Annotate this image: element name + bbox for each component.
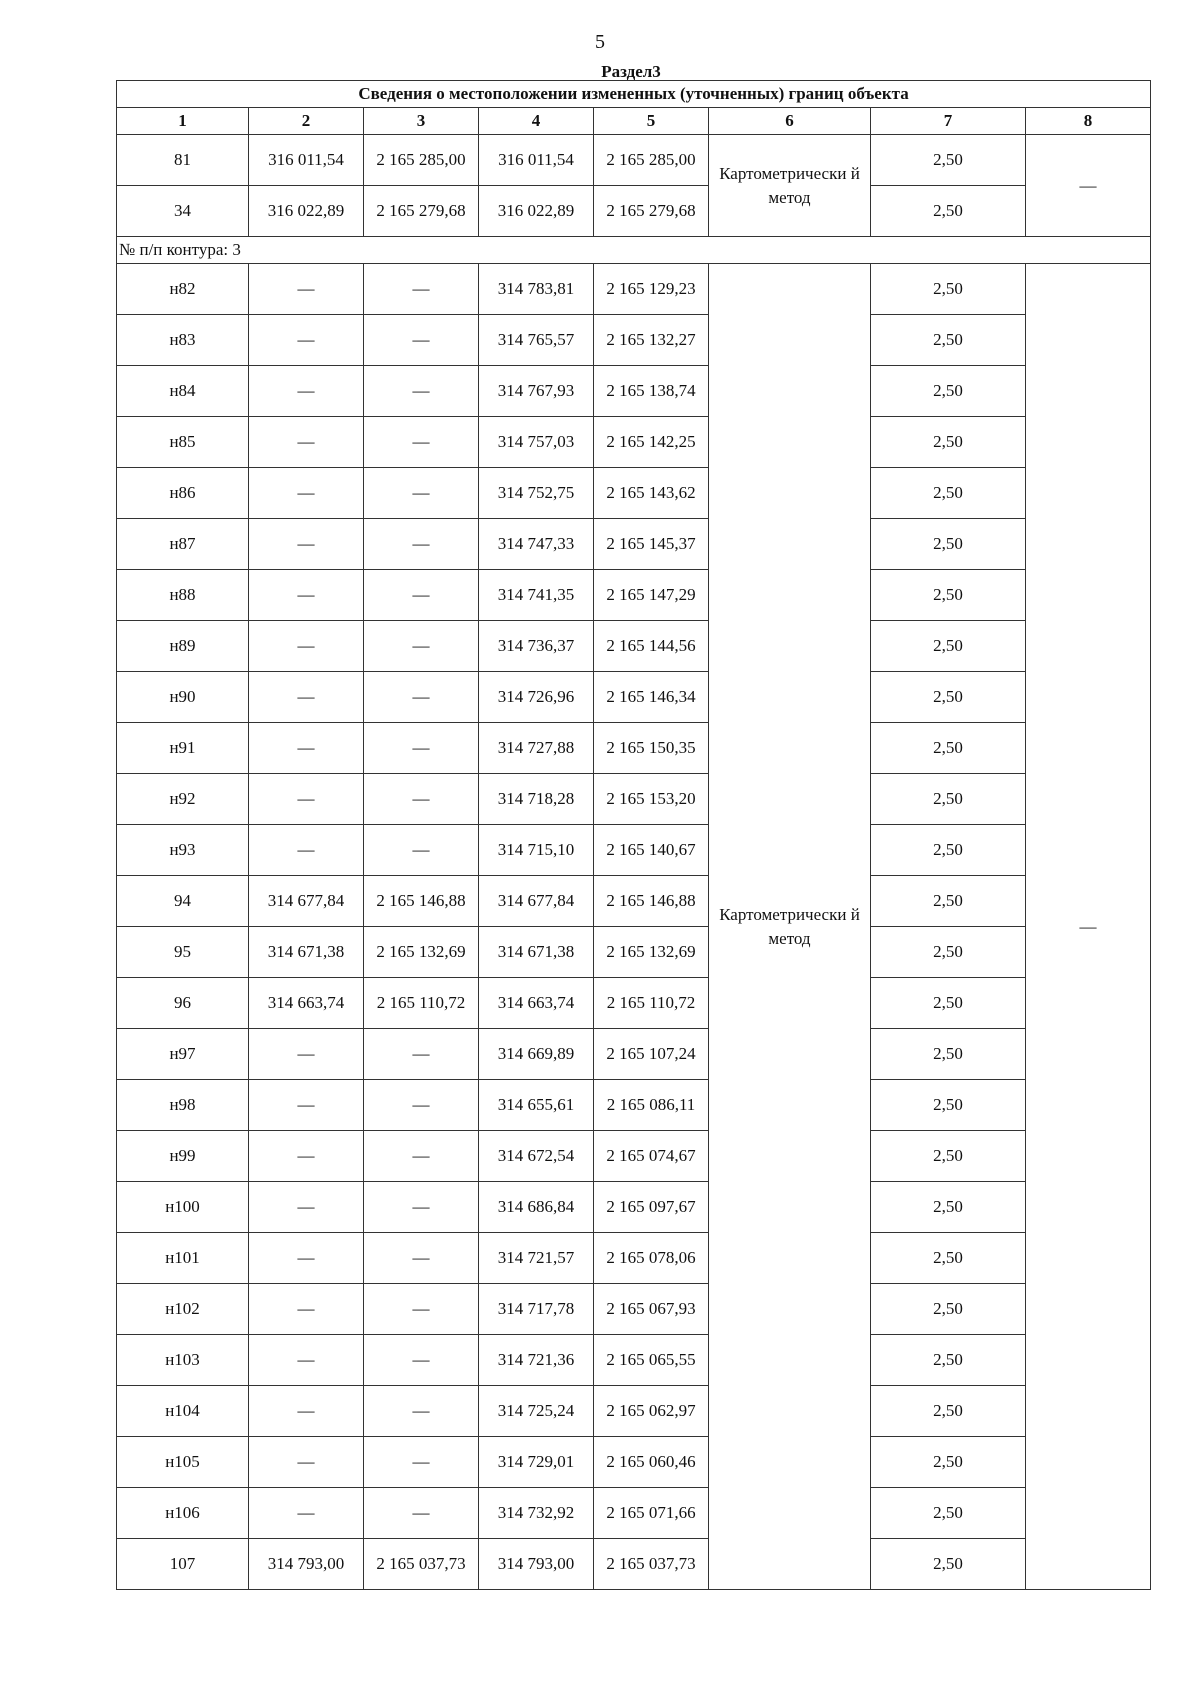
y-existing-cell: — — [364, 672, 479, 723]
table-row — [117, 1233, 1151, 1284]
x-refined-cell: 316 011,54 — [479, 135, 594, 186]
point-number-cell: н92 — [117, 774, 249, 825]
y-existing-cell: — — [364, 366, 479, 417]
y-refined-cell: 2 165 110,72 — [594, 978, 709, 1029]
y-existing-cell: 2 165 285,00 — [364, 135, 479, 186]
column-number: 7 — [871, 108, 1026, 135]
y-existing-cell: — — [364, 621, 479, 672]
table-row — [117, 1284, 1151, 1335]
x-existing-cell: — — [249, 264, 364, 315]
x-refined-cell: 314 726,96 — [479, 672, 594, 723]
x-refined-cell: 314 767,93 — [479, 366, 594, 417]
table-row — [117, 672, 1151, 723]
table-row — [117, 978, 1151, 1029]
point-number-cell: н87 — [117, 519, 249, 570]
accuracy-cell: 2,50 — [871, 135, 1026, 186]
x-refined-cell: 314 725,24 — [479, 1386, 594, 1437]
y-refined-cell: 2 165 140,67 — [594, 825, 709, 876]
x-refined-cell: 314 721,36 — [479, 1335, 594, 1386]
x-existing-cell: — — [249, 1488, 364, 1539]
table-body — [117, 135, 1151, 1590]
section-title: Раздел3 — [601, 62, 661, 81]
accuracy-cell: 2,50 — [871, 723, 1026, 774]
x-existing-cell: — — [249, 519, 364, 570]
x-existing-cell: 314 663,74 — [249, 978, 364, 1029]
x-refined-cell: 314 765,57 — [479, 315, 594, 366]
x-refined-cell: 316 022,89 — [479, 186, 594, 237]
y-existing-cell: 2 165 110,72 — [364, 978, 479, 1029]
accuracy-cell: 2,50 — [871, 366, 1026, 417]
table-row — [117, 876, 1151, 927]
point-number-cell: 95 — [117, 927, 249, 978]
y-refined-cell: 2 165 146,34 — [594, 672, 709, 723]
table-row — [117, 417, 1151, 468]
x-refined-cell: 314 717,78 — [479, 1284, 594, 1335]
x-existing-cell: — — [249, 1131, 364, 1182]
table-row — [117, 1335, 1151, 1386]
point-number-cell: 81 — [117, 135, 249, 186]
y-existing-cell: 2 165 037,73 — [364, 1539, 479, 1590]
method-cell: Картометрически й метод — [709, 135, 871, 237]
x-refined-cell: 314 757,03 — [479, 417, 594, 468]
accuracy-cell: 2,50 — [871, 876, 1026, 927]
x-existing-cell: — — [249, 468, 364, 519]
point-number-cell: н105 — [117, 1437, 249, 1488]
contour-label: № п/п контура: 3 — [117, 237, 1151, 264]
y-existing-cell: 2 165 146,88 — [364, 876, 479, 927]
accuracy-cell: 2,50 — [871, 1386, 1026, 1437]
x-existing-cell: 314 793,00 — [249, 1539, 364, 1590]
x-existing-cell: — — [249, 315, 364, 366]
x-refined-cell: 314 663,74 — [479, 978, 594, 1029]
y-refined-cell: 2 165 153,20 — [594, 774, 709, 825]
x-refined-cell: 314 783,81 — [479, 264, 594, 315]
x-existing-cell: — — [249, 570, 364, 621]
accuracy-cell: 2,50 — [871, 1182, 1026, 1233]
y-refined-cell: 2 165 097,67 — [594, 1182, 709, 1233]
table-row — [117, 825, 1151, 876]
x-refined-cell: 314 715,10 — [479, 825, 594, 876]
accuracy-cell: 2,50 — [871, 315, 1026, 366]
table-row — [117, 186, 1151, 237]
point-number-cell: н90 — [117, 672, 249, 723]
y-existing-cell: — — [364, 417, 479, 468]
table-row — [117, 1437, 1151, 1488]
y-existing-cell: — — [364, 774, 479, 825]
x-refined-cell: 314 718,28 — [479, 774, 594, 825]
x-existing-cell: — — [249, 621, 364, 672]
table-row — [117, 1182, 1151, 1233]
y-refined-cell: 2 165 132,69 — [594, 927, 709, 978]
y-refined-cell: 2 165 147,29 — [594, 570, 709, 621]
accuracy-cell: 2,50 — [871, 1437, 1026, 1488]
point-number-cell: н100 — [117, 1182, 249, 1233]
y-refined-cell: 2 165 129,23 — [594, 264, 709, 315]
point-number-cell: н85 — [117, 417, 249, 468]
table-row — [117, 135, 1151, 186]
y-existing-cell: — — [364, 825, 479, 876]
table-row — [117, 723, 1151, 774]
x-existing-cell: — — [249, 417, 364, 468]
table-row — [117, 1080, 1151, 1131]
column-number: 1 — [117, 108, 249, 135]
x-refined-cell: 314 671,38 — [479, 927, 594, 978]
y-existing-cell: — — [364, 1182, 479, 1233]
x-refined-cell: 314 741,35 — [479, 570, 594, 621]
x-existing-cell: — — [249, 1233, 364, 1284]
x-refined-cell: 314 727,88 — [479, 723, 594, 774]
y-refined-cell: 2 165 279,68 — [594, 186, 709, 237]
y-refined-cell: 2 165 144,56 — [594, 621, 709, 672]
y-existing-cell: — — [364, 1488, 479, 1539]
point-number-cell: н104 — [117, 1386, 249, 1437]
x-existing-cell: — — [249, 1284, 364, 1335]
y-existing-cell: — — [364, 1233, 479, 1284]
x-existing-cell: — — [249, 774, 364, 825]
y-refined-cell: 2 165 138,74 — [594, 366, 709, 417]
accuracy-cell: 2,50 — [871, 1539, 1026, 1590]
y-existing-cell: 2 165 279,68 — [364, 186, 479, 237]
boundary-coordinates-table — [116, 80, 1151, 1590]
point-number-cell: н106 — [117, 1488, 249, 1539]
y-existing-cell: — — [364, 315, 479, 366]
accuracy-cell: 2,50 — [871, 1335, 1026, 1386]
y-refined-cell: 2 165 086,11 — [594, 1080, 709, 1131]
point-number-cell: н84 — [117, 366, 249, 417]
accuracy-cell: 2,50 — [871, 468, 1026, 519]
table-row — [117, 927, 1151, 978]
point-number-cell: н91 — [117, 723, 249, 774]
y-existing-cell: — — [364, 1131, 479, 1182]
y-existing-cell: — — [364, 1284, 479, 1335]
x-existing-cell: — — [249, 723, 364, 774]
x-refined-cell: 314 793,00 — [479, 1539, 594, 1590]
x-refined-cell: 314 655,61 — [479, 1080, 594, 1131]
y-refined-cell: 2 165 107,24 — [594, 1029, 709, 1080]
accuracy-cell: 2,50 — [871, 927, 1026, 978]
table-row — [117, 264, 1151, 315]
accuracy-cell: 2,50 — [871, 672, 1026, 723]
table-row — [117, 519, 1151, 570]
table-row — [117, 774, 1151, 825]
table-row — [117, 1386, 1151, 1437]
column-number: 2 — [249, 108, 364, 135]
x-refined-cell: 314 729,01 — [479, 1437, 594, 1488]
y-existing-cell: — — [364, 264, 479, 315]
x-existing-cell: — — [249, 1182, 364, 1233]
y-refined-cell: 2 165 065,55 — [594, 1335, 709, 1386]
y-existing-cell: — — [364, 1386, 479, 1437]
y-existing-cell: — — [364, 1335, 479, 1386]
table-row — [117, 1539, 1151, 1590]
table-row — [117, 1029, 1151, 1080]
x-refined-cell: 314 752,75 — [479, 468, 594, 519]
accuracy-cell: 2,50 — [871, 1029, 1026, 1080]
note-cell: — — [1026, 264, 1151, 1590]
x-refined-cell: 314 747,33 — [479, 519, 594, 570]
column-number: 8 — [1026, 108, 1151, 135]
point-number-cell: 94 — [117, 876, 249, 927]
x-refined-cell: 314 672,54 — [479, 1131, 594, 1182]
point-number-cell: 107 — [117, 1539, 249, 1590]
x-existing-cell: — — [249, 825, 364, 876]
y-refined-cell: 2 165 067,93 — [594, 1284, 709, 1335]
x-refined-cell: 314 677,84 — [479, 876, 594, 927]
table-row — [117, 315, 1151, 366]
y-existing-cell: — — [364, 723, 479, 774]
accuracy-cell: 2,50 — [871, 825, 1026, 876]
note-cell: — — [1026, 135, 1151, 237]
point-number-cell: н98 — [117, 1080, 249, 1131]
y-existing-cell: — — [364, 519, 479, 570]
x-existing-cell: — — [249, 1335, 364, 1386]
y-existing-cell: — — [364, 1437, 479, 1488]
y-refined-cell: 2 165 150,35 — [594, 723, 709, 774]
point-number-cell: н82 — [117, 264, 249, 315]
column-number: 3 — [364, 108, 479, 135]
column-number: 5 — [594, 108, 709, 135]
point-number-cell: н89 — [117, 621, 249, 672]
table-row — [117, 621, 1151, 672]
x-existing-cell: 316 022,89 — [249, 186, 364, 237]
page-number: 5 — [595, 31, 605, 53]
x-existing-cell: 316 011,54 — [249, 135, 364, 186]
accuracy-cell: 2,50 — [871, 417, 1026, 468]
x-refined-cell: 314 736,37 — [479, 621, 594, 672]
y-refined-cell: 2 165 146,88 — [594, 876, 709, 927]
y-refined-cell: 2 165 071,66 — [594, 1488, 709, 1539]
point-number-cell: н103 — [117, 1335, 249, 1386]
y-refined-cell: 2 165 062,97 — [594, 1386, 709, 1437]
point-number-cell: н97 — [117, 1029, 249, 1080]
point-number-cell: 34 — [117, 186, 249, 237]
column-number: 4 — [479, 108, 594, 135]
accuracy-cell: 2,50 — [871, 264, 1026, 315]
accuracy-cell: 2,50 — [871, 519, 1026, 570]
x-existing-cell: — — [249, 672, 364, 723]
y-refined-cell: 2 165 143,62 — [594, 468, 709, 519]
accuracy-cell: 2,50 — [871, 774, 1026, 825]
accuracy-cell: 2,50 — [871, 1284, 1026, 1335]
accuracy-cell: 2,50 — [871, 570, 1026, 621]
y-refined-cell: 2 165 037,73 — [594, 1539, 709, 1590]
x-refined-cell: 314 721,57 — [479, 1233, 594, 1284]
y-existing-cell: — — [364, 570, 479, 621]
x-existing-cell: — — [249, 1437, 364, 1488]
point-number-cell: н93 — [117, 825, 249, 876]
x-existing-cell: 314 677,84 — [249, 876, 364, 927]
accuracy-cell: 2,50 — [871, 978, 1026, 1029]
y-refined-cell: 2 165 060,46 — [594, 1437, 709, 1488]
table-row — [117, 366, 1151, 417]
x-existing-cell: — — [249, 366, 364, 417]
point-number-cell: н99 — [117, 1131, 249, 1182]
table-caption: Сведения о местоположении измененных (уточненных) границ объекта — [117, 81, 1151, 108]
accuracy-cell: 2,50 — [871, 186, 1026, 237]
point-number-cell: н88 — [117, 570, 249, 621]
accuracy-cell: 2,50 — [871, 1131, 1026, 1182]
point-number-cell: н102 — [117, 1284, 249, 1335]
point-number-cell: н86 — [117, 468, 249, 519]
point-number-cell: 96 — [117, 978, 249, 1029]
accuracy-cell: 2,50 — [871, 621, 1026, 672]
y-refined-cell: 2 165 142,25 — [594, 417, 709, 468]
contour-row — [117, 237, 1151, 264]
accuracy-cell: 2,50 — [871, 1080, 1026, 1131]
column-number-row — [117, 108, 1151, 135]
y-refined-cell: 2 165 074,67 — [594, 1131, 709, 1182]
table-row — [117, 468, 1151, 519]
y-existing-cell: — — [364, 1029, 479, 1080]
method-cell: Картометрически й метод — [709, 264, 871, 1590]
table-row — [117, 1131, 1151, 1182]
point-number-cell: н101 — [117, 1233, 249, 1284]
x-refined-cell: 314 669,89 — [479, 1029, 594, 1080]
x-existing-cell: 314 671,38 — [249, 927, 364, 978]
x-refined-cell: 314 732,92 — [479, 1488, 594, 1539]
accuracy-cell: 2,50 — [871, 1233, 1026, 1284]
table-row — [117, 570, 1151, 621]
x-existing-cell: — — [249, 1029, 364, 1080]
y-existing-cell: — — [364, 468, 479, 519]
y-refined-cell: 2 165 145,37 — [594, 519, 709, 570]
y-existing-cell: 2 165 132,69 — [364, 927, 479, 978]
y-refined-cell: 2 165 078,06 — [594, 1233, 709, 1284]
accuracy-cell: 2,50 — [871, 1488, 1026, 1539]
column-number: 6 — [709, 108, 871, 135]
x-existing-cell: — — [249, 1386, 364, 1437]
point-number-cell: н83 — [117, 315, 249, 366]
y-refined-cell: 2 165 285,00 — [594, 135, 709, 186]
x-refined-cell: 314 686,84 — [479, 1182, 594, 1233]
x-existing-cell: — — [249, 1080, 364, 1131]
y-refined-cell: 2 165 132,27 — [594, 315, 709, 366]
y-existing-cell: — — [364, 1080, 479, 1131]
table-row — [117, 1488, 1151, 1539]
